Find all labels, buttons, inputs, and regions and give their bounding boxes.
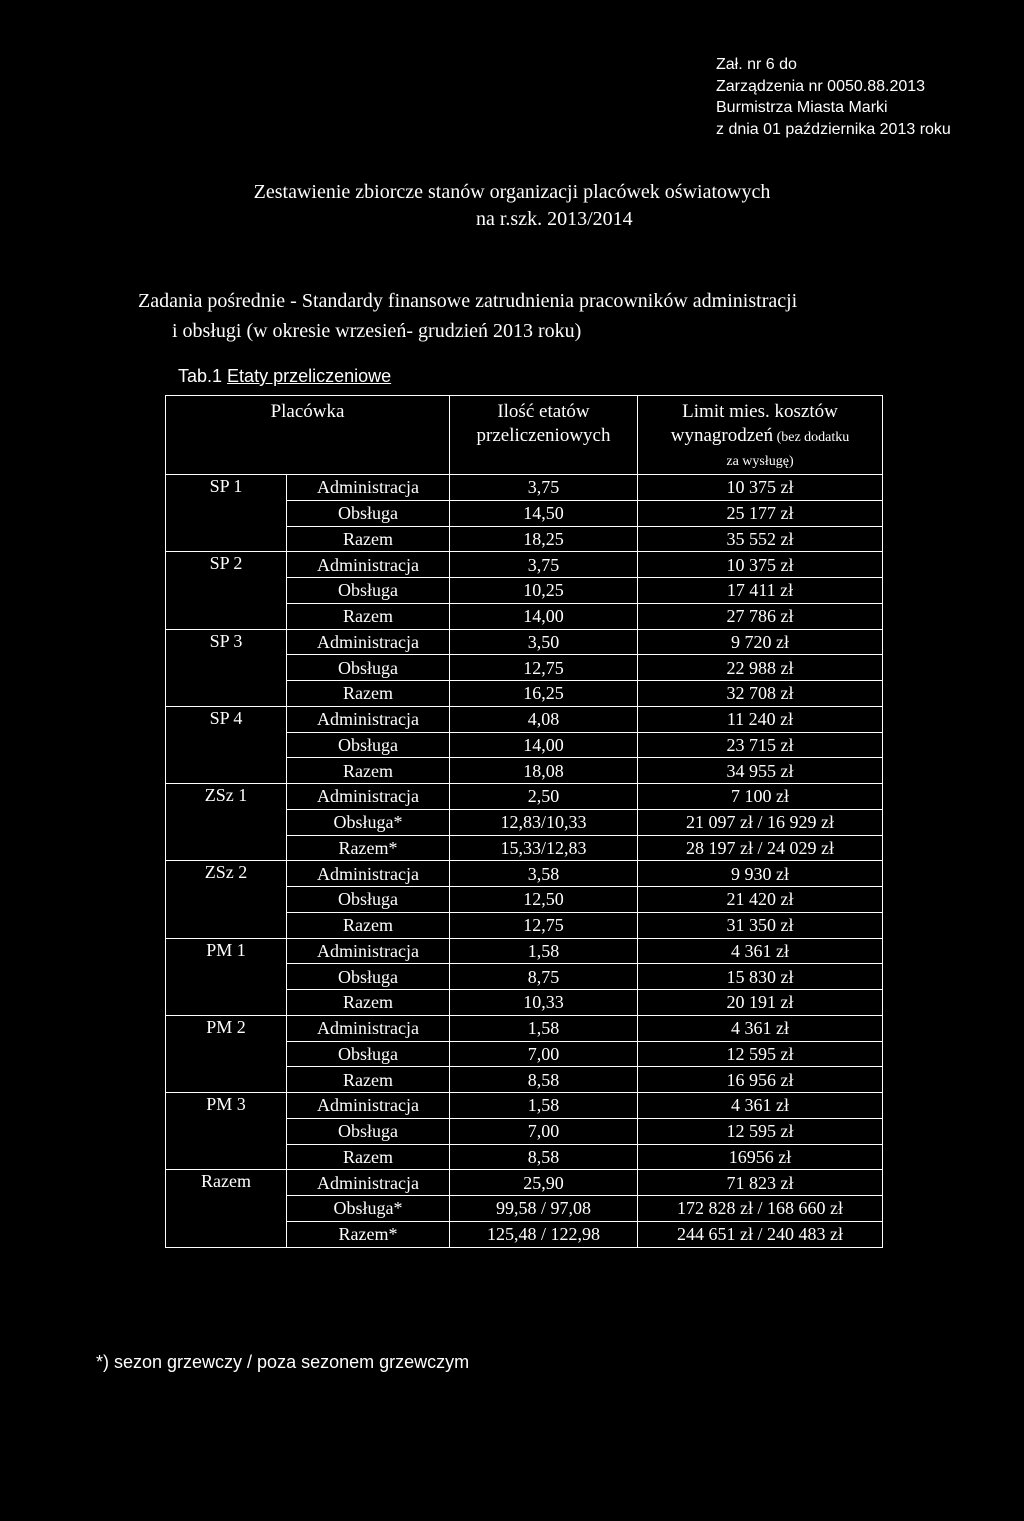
limit-cell: 12 595 zł <box>638 1041 883 1067</box>
table-row <box>166 784 883 810</box>
limit-cell: 9 930 zł <box>638 861 883 887</box>
placowka-cell: SP 1 <box>166 475 287 552</box>
category-cell: Obsługa <box>287 1118 450 1144</box>
document-subtitle <box>138 286 988 346</box>
category-cell: Obsługa <box>287 578 450 604</box>
limit-cell: 21 420 zł <box>638 887 883 913</box>
limit-cell: 7 100 zł <box>638 784 883 810</box>
etaty-cell: 4,08 <box>450 706 638 732</box>
etaty-cell: 1,58 <box>450 1015 638 1041</box>
table-header-row <box>166 396 883 475</box>
etaty-cell: 3,50 <box>450 629 638 655</box>
etaty-cell: 12,50 <box>450 887 638 913</box>
limit-cell: 32 708 zł <box>638 681 883 707</box>
category-cell: Administracja <box>287 1093 450 1119</box>
table-row <box>166 1093 883 1119</box>
category-cell: Obsługa <box>287 964 450 990</box>
placowka-cell: PM 1 <box>166 938 287 1015</box>
category-cell: Administracja <box>287 706 450 732</box>
category-cell: Obsługa <box>287 732 450 758</box>
limit-cell: 25 177 zł <box>638 500 883 526</box>
category-cell: Administracja <box>287 475 450 501</box>
category-cell: Razem* <box>287 1221 450 1247</box>
category-cell: Razem <box>287 681 450 707</box>
table-row <box>166 938 883 964</box>
etaty-cell: 7,00 <box>450 1041 638 1067</box>
etaty-cell: 1,58 <box>450 1093 638 1119</box>
etaty-cell: 12,75 <box>450 655 638 681</box>
table-row <box>166 1170 883 1196</box>
etaty-cell: 3,75 <box>450 552 638 578</box>
limit-cell: 10 375 zł <box>638 552 883 578</box>
etaty-cell: 14,50 <box>450 500 638 526</box>
limit-cell: 20 191 zł <box>638 990 883 1016</box>
category-cell: Administracja <box>287 629 450 655</box>
category-cell: Obsługa* <box>287 1196 450 1222</box>
limit-cell: 16956 zł <box>638 1144 883 1170</box>
etaty-cell: 8,58 <box>450 1144 638 1170</box>
etaty-cell: 18,25 <box>450 526 638 552</box>
category-cell: Obsługa <box>287 1041 450 1067</box>
limit-cell: 4 361 zł <box>638 1093 883 1119</box>
limit-cell: 28 197 zł / 24 029 zł <box>638 835 883 861</box>
annex-line: Burmistrza Miasta Marki <box>716 99 888 116</box>
placowka-cell: Razem <box>166 1170 287 1247</box>
category-cell: Razem <box>287 1144 450 1170</box>
limit-cell: 10 375 zł <box>638 475 883 501</box>
header-limit: Limit mies. kosztów wynagrodzeń (bez dodatku za wysługę) <box>638 396 883 475</box>
annex-line: z dnia 01 października 2013 roku <box>716 120 951 138</box>
annex-line: Zał. nr 6 do <box>716 56 797 73</box>
category-cell: Administracja <box>287 552 450 578</box>
etaty-cell: 12,75 <box>450 912 638 938</box>
limit-cell: 35 552 zł <box>638 526 883 552</box>
staffing-table <box>165 395 883 1248</box>
etaty-cell: 10,25 <box>450 578 638 604</box>
placowka-cell: PM 3 <box>166 1093 287 1170</box>
placowka-cell: PM 2 <box>166 1015 287 1092</box>
category-cell: Razem <box>287 1067 450 1093</box>
etaty-cell: 8,75 <box>450 964 638 990</box>
category-cell: Razem <box>287 526 450 552</box>
category-cell: Razem <box>287 603 450 629</box>
etaty-cell: 14,00 <box>450 603 638 629</box>
table-row <box>166 552 883 578</box>
limit-cell: 21 097 zł / 16 929 zł <box>638 809 883 835</box>
placowka-cell: ZSz 1 <box>166 784 287 861</box>
placowka-cell: ZSz 2 <box>166 861 287 938</box>
placowka-cell: SP 2 <box>166 552 287 629</box>
etaty-cell: 7,00 <box>450 1118 638 1144</box>
category-cell: Razem* <box>287 835 450 861</box>
limit-cell: 12 595 zł <box>638 1118 883 1144</box>
category-cell: Administracja <box>287 861 450 887</box>
limit-cell: 4 361 zł <box>638 938 883 964</box>
title-line-1: Zestawienie zbiorcze stanów organizacji placówek oświatowych <box>253 181 771 203</box>
etaty-cell: 14,00 <box>450 732 638 758</box>
category-cell: Obsługa* <box>287 809 450 835</box>
limit-cell: 22 988 zł <box>638 655 883 681</box>
category-cell: Razem <box>287 990 450 1016</box>
etaty-cell: 3,75 <box>450 475 638 501</box>
category-cell: Razem <box>287 912 450 938</box>
table-row <box>166 1015 883 1041</box>
header-etaty: Ilość etatów przeliczeniowych <box>450 396 638 475</box>
category-cell: Administracja <box>287 1170 450 1196</box>
annex-reference <box>716 54 951 140</box>
subtitle-line-1: Zadania pośrednie - Standardy finansowe zatrudnienia pracowników administracji <box>138 290 798 312</box>
category-cell: Obsługa <box>287 887 450 913</box>
category-cell: Administracja <box>287 784 450 810</box>
limit-cell: 4 361 zł <box>638 1015 883 1041</box>
category-cell: Razem <box>287 758 450 784</box>
etaty-cell: 1,58 <box>450 938 638 964</box>
table-row <box>166 629 883 655</box>
etaty-cell: 8,58 <box>450 1067 638 1093</box>
limit-cell: 16 956 zł <box>638 1067 883 1093</box>
annex-line: Zarządzenia nr 0050.88.2013 <box>716 77 926 95</box>
placowka-cell: SP 3 <box>166 629 287 706</box>
footnote: *) sezon grzewczy / poza sezonem grzewczym <box>96 1352 470 1372</box>
table-caption-prefix: Tab.1 <box>178 366 228 386</box>
etaty-cell: 12,83/10,33 <box>450 809 638 835</box>
table-row <box>166 475 883 501</box>
limit-cell: 27 786 zł <box>638 603 883 629</box>
table-row <box>166 706 883 732</box>
limit-cell: 71 823 zł <box>638 1170 883 1196</box>
subtitle-line-2: i obsługi (w okresie wrzesień- grudzień 2013 roku) <box>172 320 582 342</box>
etaty-cell: 2,50 <box>450 784 638 810</box>
limit-cell: 172 828 zł / 168 660 zł <box>638 1196 883 1222</box>
limit-cell: 31 350 zł <box>638 912 883 938</box>
category-cell: Administracja <box>287 938 450 964</box>
table-caption-text: Etaty przeliczeniowe <box>227 366 392 386</box>
placowka-cell: SP 4 <box>166 706 287 783</box>
etaty-cell: 16,25 <box>450 681 638 707</box>
etaty-cell: 15,33/12,83 <box>450 835 638 861</box>
limit-cell: 17 411 zł <box>638 578 883 604</box>
etaty-cell: 99,58 / 97,08 <box>450 1196 638 1222</box>
category-cell: Administracja <box>287 1015 450 1041</box>
limit-cell: 34 955 zł <box>638 758 883 784</box>
header-placowka: Placówka <box>166 396 450 475</box>
limit-cell: 244 651 zł / 240 483 zł <box>638 1221 883 1247</box>
category-cell: Obsługa <box>287 500 450 526</box>
etaty-cell: 25,90 <box>450 1170 638 1196</box>
title-line-2: na r.szk. 2013/2014 <box>476 208 633 230</box>
etaty-cell: 125,48 / 122,98 <box>450 1221 638 1247</box>
category-cell: Obsługa <box>287 655 450 681</box>
limit-cell: 9 720 zł <box>638 629 883 655</box>
limit-cell: 23 715 zł <box>638 732 883 758</box>
table-row <box>166 861 883 887</box>
etaty-cell: 10,33 <box>450 990 638 1016</box>
limit-cell: 11 240 zł <box>638 706 883 732</box>
etaty-cell: 18,08 <box>450 758 638 784</box>
limit-cell: 15 830 zł <box>638 964 883 990</box>
etaty-cell: 3,58 <box>450 861 638 887</box>
table-caption <box>178 366 391 387</box>
